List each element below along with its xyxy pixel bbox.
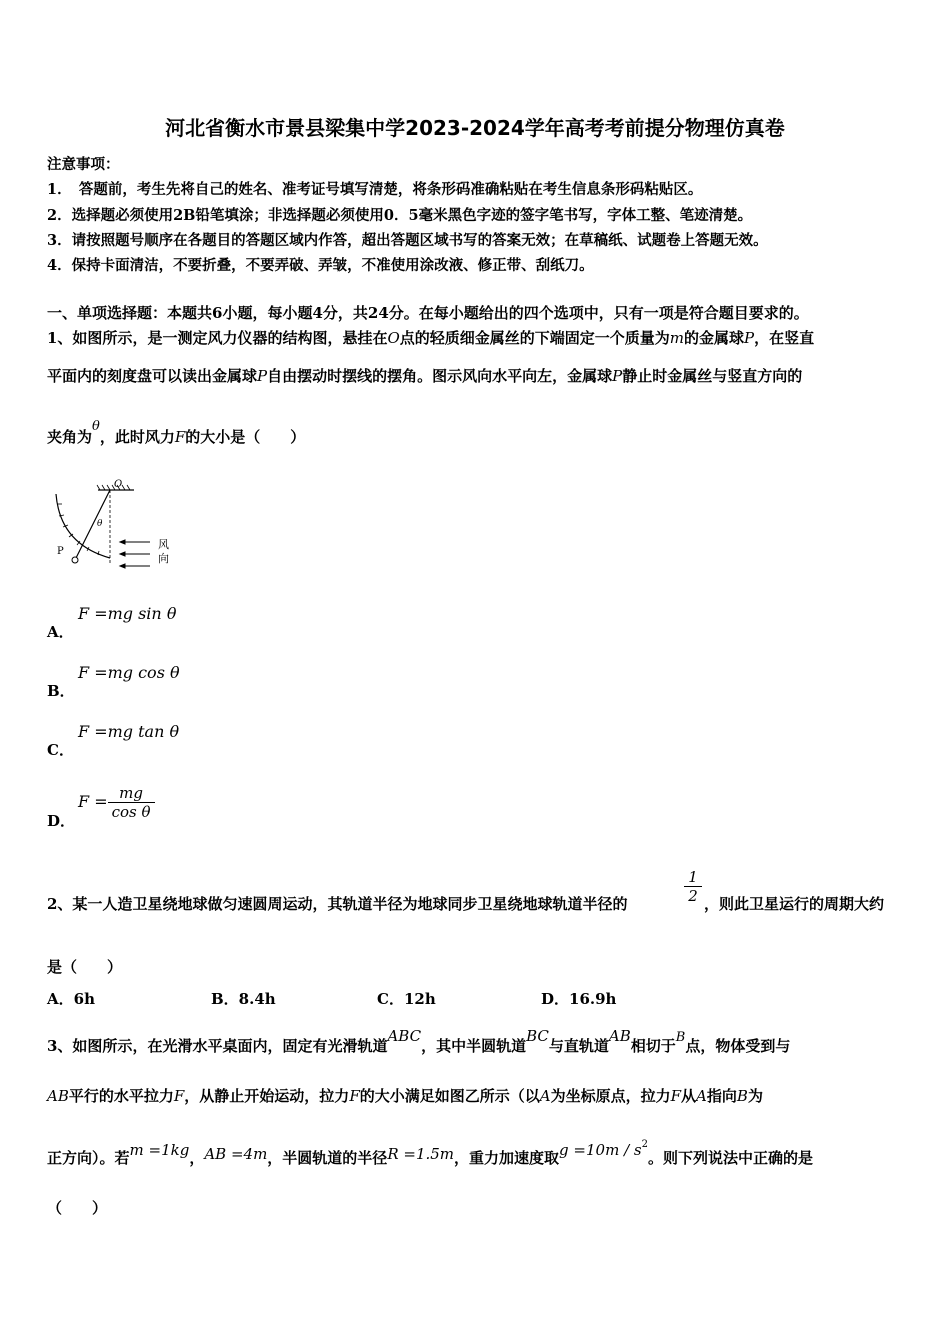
q2-choice-b: B．8.4h [211, 990, 276, 1008]
label-p: P [57, 546, 64, 557]
q2-choice-d: D．16.9h [541, 990, 617, 1008]
option-c-formula: F =mg tan θ [78, 722, 180, 741]
page-title: 河北省衡水市景县梁集中学2023-2024学年高考考前提分物理仿真卷 [165, 116, 785, 140]
q3-line2: AB平行的水平拉力F，从静止开始运动，拉力F的大小满足如图乙所示（以A为坐标原点，拉力F从A指向B为 [47, 1087, 763, 1105]
label-wind-2: 向 [158, 552, 169, 565]
q2-choice-a: A．6h [47, 990, 95, 1008]
wind-gauge-figure [48, 474, 180, 570]
q2-line2: 是（ ） [47, 958, 123, 976]
option-a-formula: F =mg sin θ [78, 604, 177, 623]
option-b-formula: F =mg cos θ [78, 663, 180, 682]
q2-line1: 2、某一人造卫星绕地球做匀速圆周运动，其轨道半径为地球同步卫星绕地球轨道半径的 [47, 895, 628, 913]
q2-choice-c: C．12h [377, 990, 436, 1008]
option-b-letter: B． [47, 682, 75, 700]
q1-line3: 夹角为θ，此时风力F的大小是（ ） [47, 419, 306, 446]
notice-item: 4．保持卡面清洁，不要折叠，不要弄破、弄皱，不准使用涂改液、修正带、刮纸刀。 [47, 257, 594, 274]
notice-item: 2．选择题必须使用2B铅笔填涂；非选择题必须使用0．5毫米黑色字迹的签字笔书写，字体工整、笔迹清楚。 [47, 207, 753, 224]
q2-fraction: 1 2 [684, 868, 702, 905]
q2-line1-end: ，则此卫星运行的周期大约 [704, 895, 885, 913]
q3-line1: 3、如图所示，在光滑水平桌面内，固定有光滑轨道ABC，其中半圆轨道BC与直轨道AB相切于B点，物体受到与 [47, 1027, 791, 1055]
option-c-letter: C． [47, 741, 74, 759]
q1-line2: 平面内的刻度盘可以读出金属球P自由摆动时摆线的摆角。图示风向水平向左，金属球P静止时金属丝与竖直方向的 [47, 367, 803, 385]
option-a-letter: A． [47, 623, 74, 641]
q3-line3: 正方向）。若m =1kg，AB =4m，半圆轨道的半径R =1.5m，重力加速度取$g =10m / s^2$。则下列说法中正确的是 [47, 1139, 813, 1167]
section-heading: 一、单项选择题：本题共6小题，每小题4分，共24分。在每小题给出的四个选项中，只有一项是符合题目要求的。 [47, 304, 809, 322]
label-theta: θ [97, 519, 103, 529]
notice-heading: 注意事项： [47, 156, 120, 173]
label-wind-1: 风 [158, 538, 169, 551]
label-o: O [114, 479, 123, 490]
notice-item: 3．请按照题号顺序在各题目的答题区域内作答，超出答题区域书写的答案无效；在草稿纸、试题卷上答题无效。 [47, 232, 768, 249]
q1-line1: 1、如图所示，是一测定风力仪器的结构图，悬挂在O点的轻质细金属丝的下端固定一个质量为m的金属球P，在竖直 [47, 329, 815, 347]
option-d-formula: F = $\frac{mg}{\text{cos θ}}$ [78, 784, 155, 821]
notice-item: 1． 答题前，考生先将自己的姓名、准考证号填写清楚，将条形码准确粘贴在考生信息条形码粘贴区。 [47, 181, 703, 198]
option-d-letter: D． [47, 812, 76, 830]
q3-line4: （ ） [47, 1199, 108, 1217]
